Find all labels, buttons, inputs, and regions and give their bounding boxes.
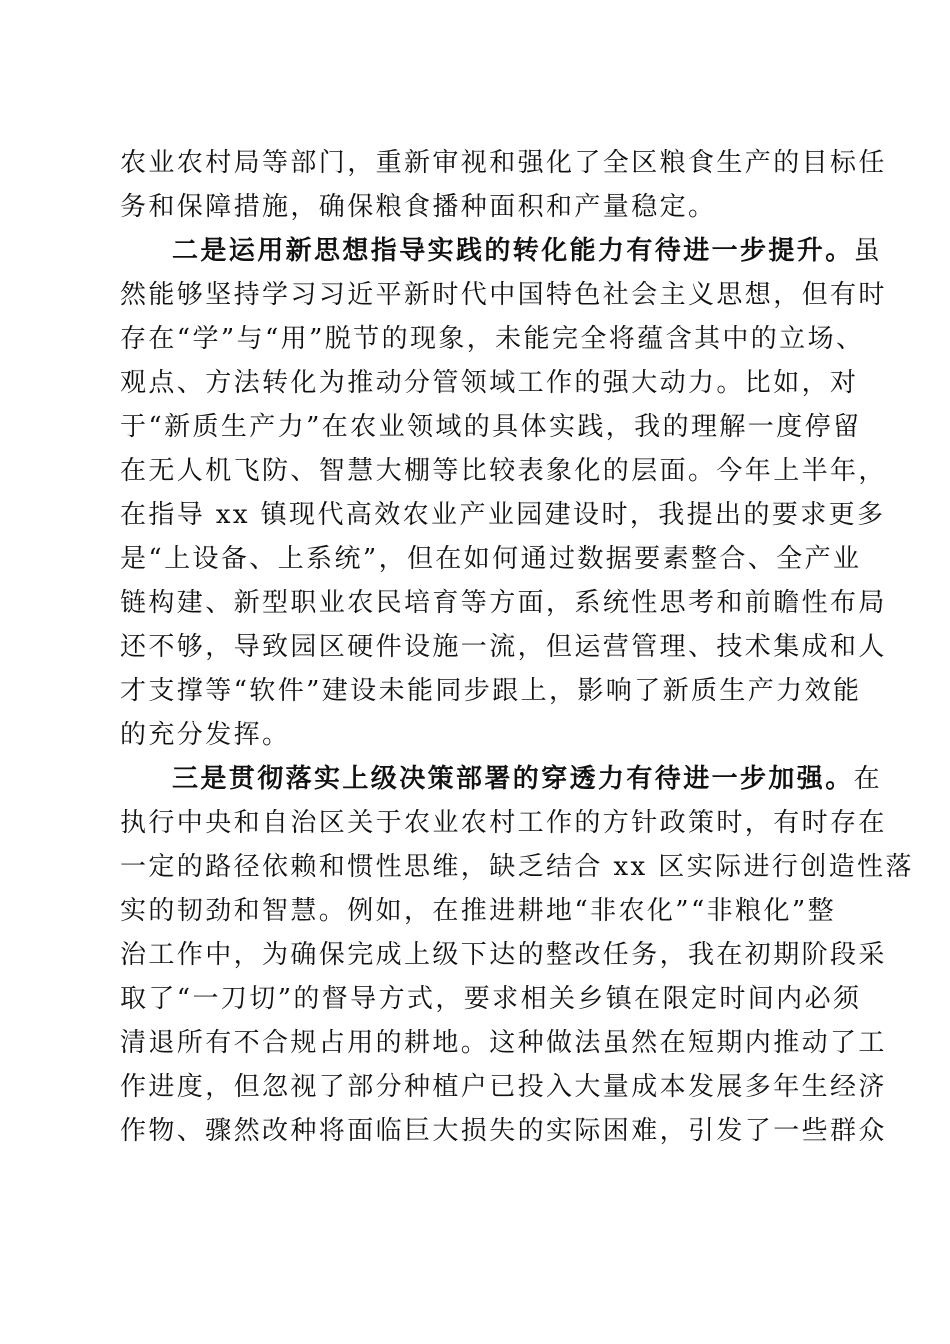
text-line: 清退所有不合规占用的耕地。这种做法虽然在短期内推动了工 <box>120 1028 887 1058</box>
paragraph-heading-line <box>172 229 883 273</box>
paragraph-lead: 二是运用新思想指导实践的转化能力有待进一步提升。 <box>172 236 854 266</box>
text-line: 然能够坚持学习习近平新时代中国特色社会主义思想，但有时 <box>120 280 887 310</box>
text-line: 一定的路径依赖和惯性思维，缺乏结合 xx 区实际进行创造性落 <box>120 852 914 882</box>
text-line: 是“上设备、上系统”，但在如何通过数据要素整合、全产业 <box>120 544 862 574</box>
text-line: 在无人机飞防、智慧大棚等比较表象化的层面。今年上半年， <box>120 456 887 486</box>
text-line: 存在“学”与“用”脱节的现象，未能完全将蕴含其中的立场、 <box>120 324 865 354</box>
text-line: 作进度，但忽视了部分种植户已投入大量成本发展多年生经济 <box>120 1072 887 1102</box>
text-fragment: 虽 <box>853 236 883 266</box>
text-line: 才支撑等“软件”建设未能同步跟上，影响了新质生产力效能 <box>120 676 862 706</box>
text-line: 作物、骤然改种将面临巨大损失的实际困难，引发了一些群众 <box>120 1116 887 1146</box>
text-line: 农业农村局等部门，重新审视和强化了全区粮食生产的目标任 <box>120 148 887 178</box>
text-line: 务和保障措施，确保粮食播种面积和产量稳定。 <box>120 192 717 222</box>
text-line: 取了“一刀切”的督导方式，要求相关乡镇在限定时间内必须 <box>120 984 862 1014</box>
text-line: 的充分发挥。 <box>120 720 291 750</box>
text-line: 链构建、新型职业农民培育等方面，系统性思考和前瞻性布局 <box>120 588 887 618</box>
text-line: 还不够，导致园区硬件设施一流，但运营管理、技术集成和人 <box>120 632 887 662</box>
paragraph-heading-line <box>172 757 883 801</box>
text-line: 治工作中，为确保完成上级下达的整改任务，我在初期阶段采 <box>120 940 887 970</box>
text-line: 在指导 xx 镇现代高效农业产业园建设时，我提出的要求更多 <box>120 500 886 530</box>
text-line: 观点、方法转化为推动分管领域工作的强大动力。比如，对 <box>120 368 859 398</box>
text-line: 于“新质生产力”在农业领域的具体实践，我的理解一度停留 <box>120 412 862 442</box>
text-line: 执行中央和自治区关于农业农村工作的方针政策时，有时存在 <box>120 808 887 838</box>
paragraph-lead: 三是贯彻落实上级决策部署的穿透力有待进一步加强。 <box>172 764 854 794</box>
text-line: 实的韧劲和智慧。例如，在推进耕地“非农化”“非粮化”整 <box>120 896 836 926</box>
text-fragment: 在 <box>853 764 883 794</box>
